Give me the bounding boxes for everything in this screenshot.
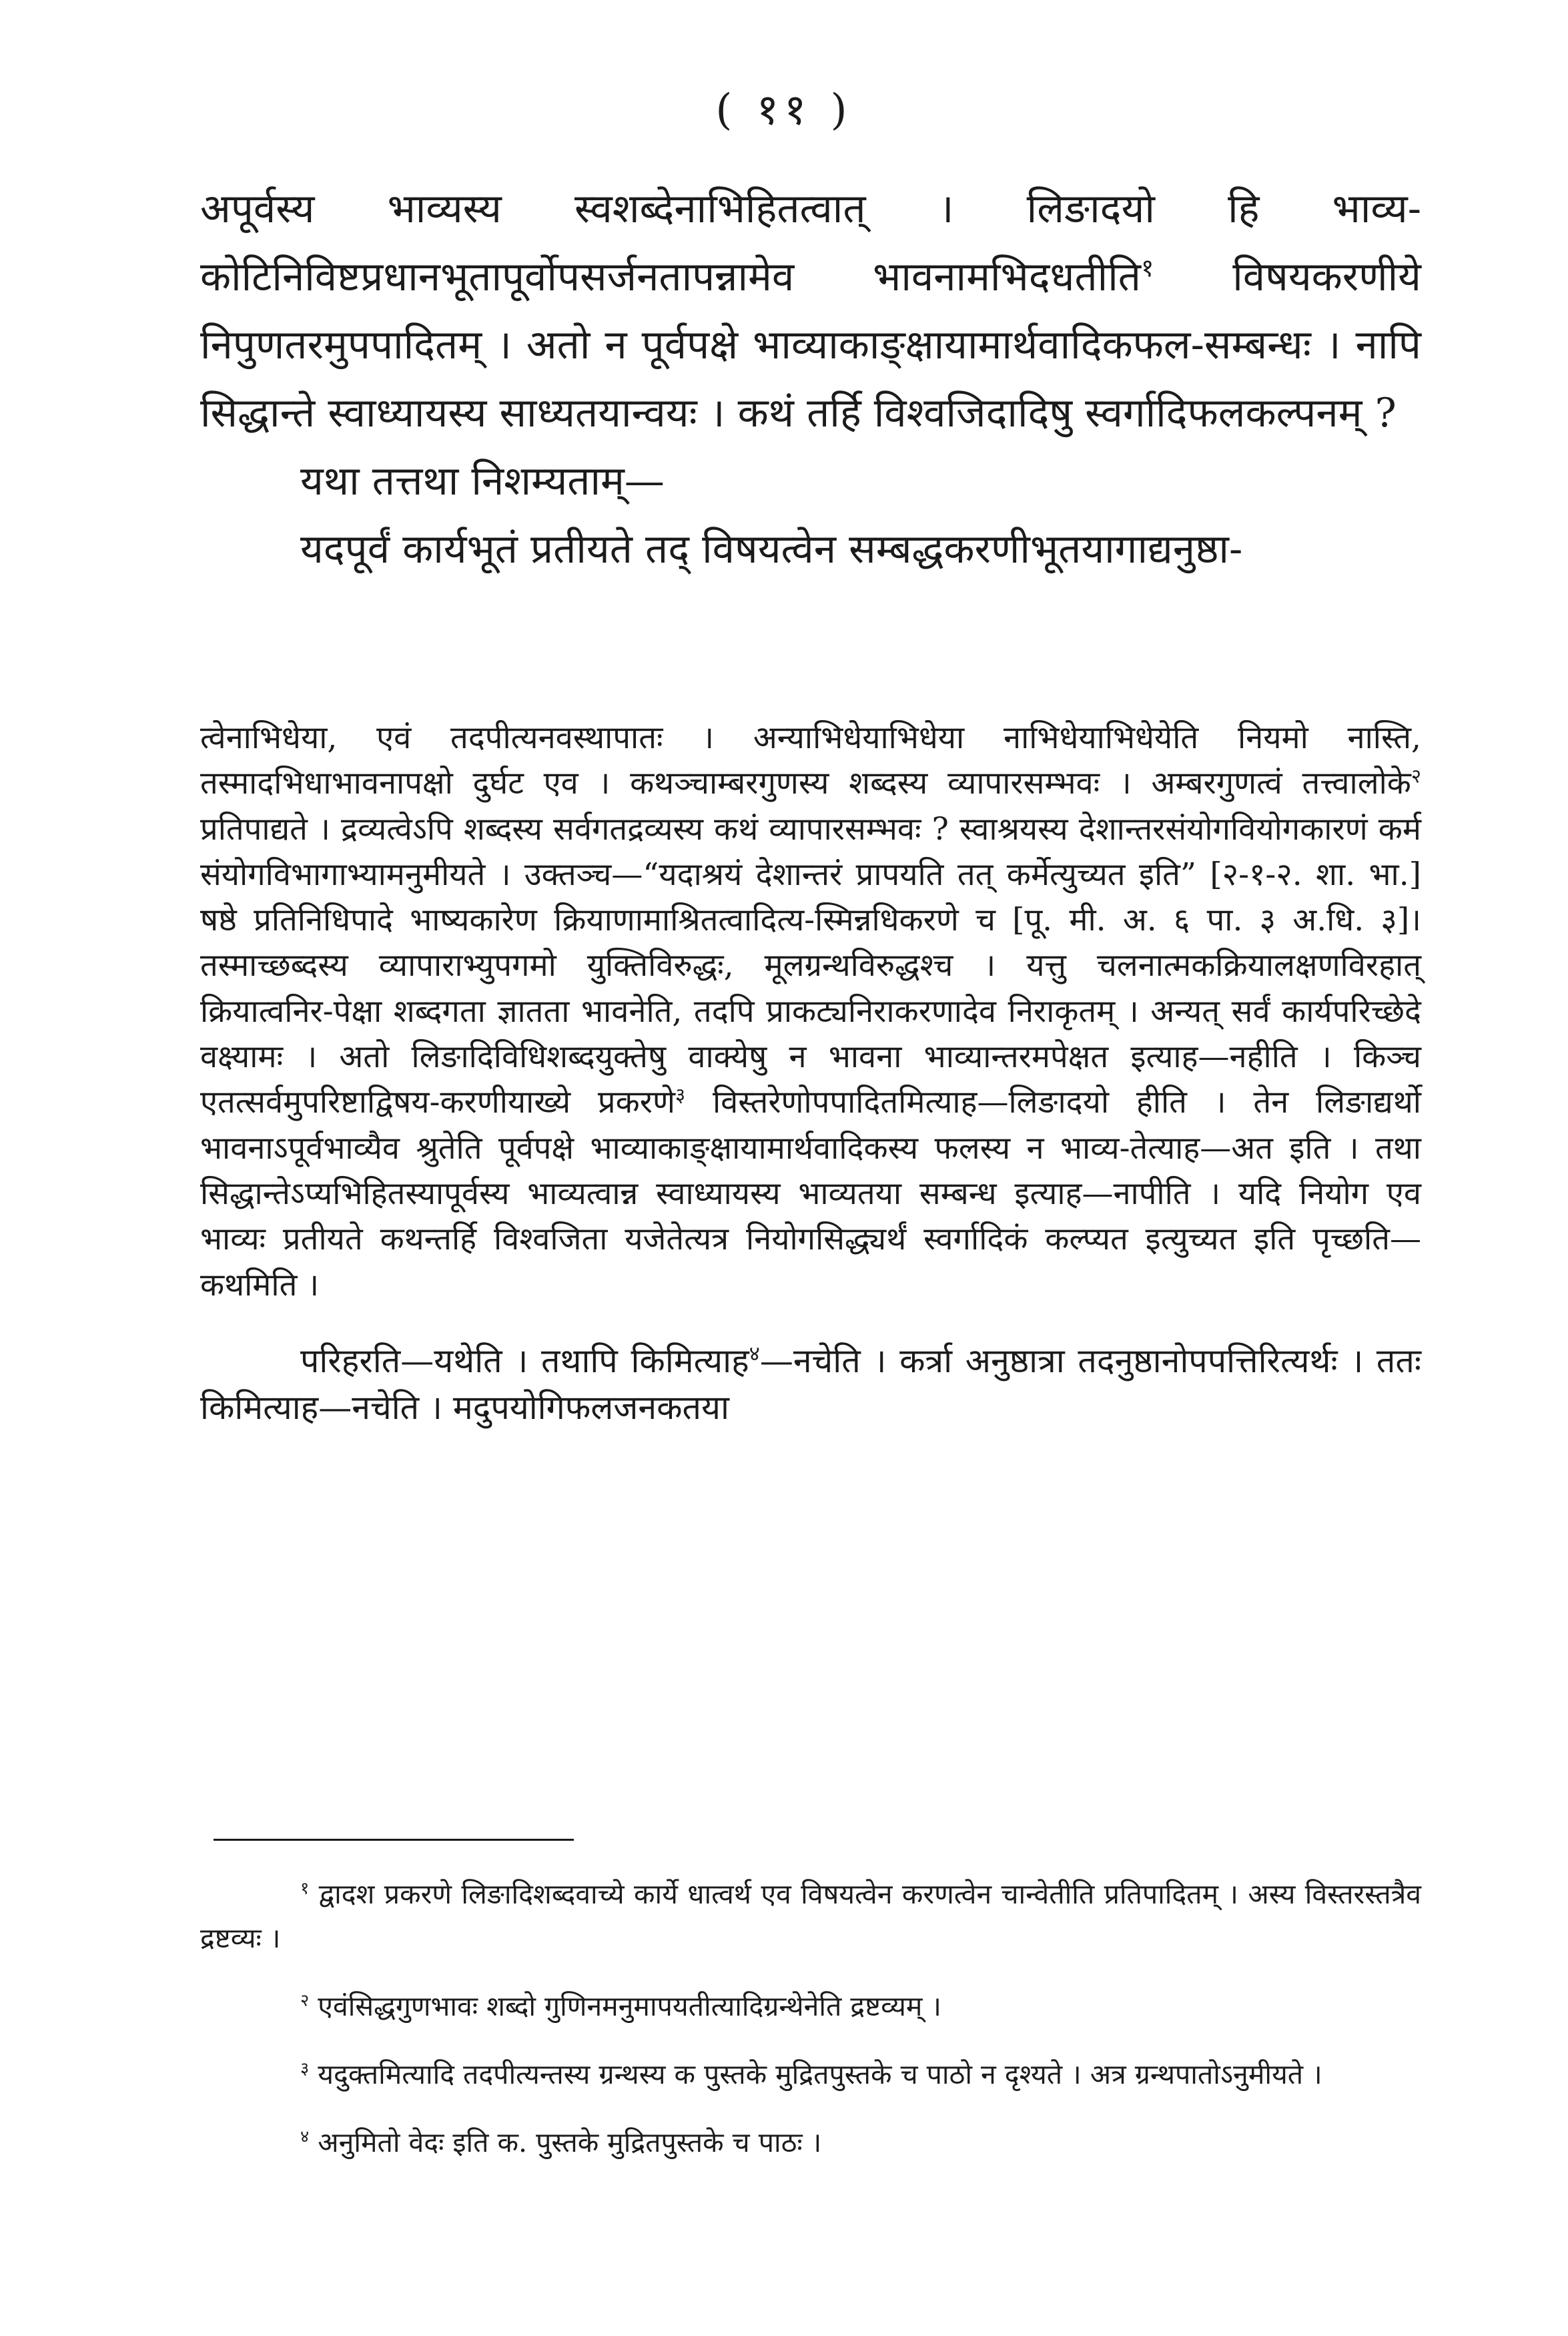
footnote-number: ३ (300, 2058, 310, 2078)
footnote-number: २ (300, 1990, 310, 2010)
footnote: $^४$ अनुमितो वेदः इति क. पुस्तके मुद्रितपुस्तके च पाठः । (300, 2126, 822, 2158)
main-paragraph: यदपूर्वं कार्यभूतं प्रतीयते तद् विषयत्वेन सम्बद्धकरणीभूतयागाद्यनुष्ठा- (300, 526, 1243, 573)
main-paragraph: यथा तत्तथा निशम्यताम्— (300, 458, 665, 505)
main-paragraph: अपूर्वस्य भाव्यस्य स्वशब्देनाभिहितत्वात् । लिङादयो हि भाव्य-कोटिनिविष्टप्रधानभूतापूर्वोपसर्जनतापन्नामेव भावनामभिदधतीति$^१$ विषयकरणीये निपुणतरमुपपादितम् । अतो न पूर्वपक्षे भाव्याकाङ्क्षायामार्थवादिकफल-सम्बन्धः । नापि सिद्धान्ते स्वाध्यायस्य साध्यतयान्वयः । कथं तर्हि विश्वजिदादिषु स्वर्गादिफलकल्पनम् ? (200, 186, 1421, 436)
main-text (200, 175, 1421, 583)
page-number: ( ११ ) (715, 85, 853, 135)
commentary-paragraph: परिहरति—यथेति । तथापि किमित्याह$^४$—नचेति । कर्त्रा अनुष्ठात्रा तदनुष्ठानोपपत्तिरित्यर्थः । ततः किमित्याह—नचेति । मदुपयोगिफलजनकतया (200, 1341, 1422, 1427)
commentary-paragraph: त्वेनाभिधेया, एवं तदपीत्यनवस्थापातः । अन्याभिधेयाभिधेया नाभिधेयाभिधेयेति नियमो नास्ति, तस्मादभिधाभावनापक्षो दुर्घट एव । कथञ्चाम्बरगुणस्य शब्दस्य व्यापारसम्भवः । अम्बरगुणत्वं तत्त्वालोके$^२$ प्रतिपाद्यते । द्रव्यत्वेऽपि शब्दस्य सर्वगतद्रव्यस्य कथं व्यापारसम्भवः ? स्वाश्रयस्य देशान्तरसंयोगवियोगकारणं कर्म संयोगविभागाभ्यामनुमीयते । उक्तञ्च—“यदाश्रयं देशान्तरं प्रापयति तत् कर्मेत्युच्यत इति” [२-१-२. शा. भा.] षष्ठे प्रतिनिधिपादे भाष्यकारेण क्रियाणामाश्रितत्वादित्य-स्मिन्नधिकरणे च [पू. मी. अ. ६ पा. ३ अ.धि. ३]। तस्माच्छब्दस्य व्यापाराभ्युपगमो युक्तिविरुद्धः, मूलग्रन्थविरुद्धश्च । यत्तु चलनात्मकक्रियालक्षणविरहात् क्रियात्वनिर-पेक्षा शब्दगता ज्ञातता भावनेति, तदपि प्राकट्यनिराकरणादेव निराकृतम् । अन्यत् सर्वं कार्यपरिच्छेदे वक्ष्यामः । अतो लिङादिविधिशब्दयुक्तेषु वाक्येषु न भावना भाव्यान्तरमपेक्षत इत्याह—नहीति । किञ्च एतत्सर्वमुपरिष्टाद्विषय-करणीयाख्ये प्रकरणे$^३$ विस्तरेणोपपादितमित्याह—लिङादयो हीति । तेन लिङाद्यर्थो भावनाऽपूर्वभाव्यैव श्रुतेति पूर्वपक्षे भाव्याकाङ्क्षायामार्थवादिकस्य फलस्य न भाव्य-तेत्याह—अत इति । तथा सिद्धान्तेऽप्यभिहितस्यापूर्वस्य भाव्यत्वान्न स्वाध्यायस्य भाव्यतया सम्बन्ध इत्याह—नापीति । यदि नियोग एव भाव्यः प्रतीयते कथन्तर्हि विश्वजिता यजेतेत्यत्र नियोगसिद्ध्यर्थं स्वर्गादिकं कल्प्यत इत्युच्यत इति पृच्छति—कथमिति । (200, 719, 1421, 1303)
footnote: $^२$ एवंसिद्धगुणभावः शब्दो गुणिनमनुमापयतीत्यादिग्रन्थेनेति द्रष्टव्यम् । (300, 1990, 941, 2022)
footnote-marker: ३ (675, 1083, 686, 1107)
footnotes (200, 1872, 1421, 2188)
footnote-number: १ (300, 1877, 310, 1898)
footnote-marker: १ (1140, 253, 1154, 282)
footnote: $^१$ द्वादश प्रकरणे लिङादिशब्दवाच्ये कार्ये धात्वर्थ एव विषयत्वेन करणत्वेन चान्वेतीति प्रतिपादितम् । अस्य विस्तरस्तत्रैव द्रष्टव्यः । (200, 1877, 1421, 1954)
footnote-marker: २ (1411, 764, 1421, 788)
footnote-number: ४ (300, 2126, 310, 2146)
footnote: $^३$ यदुक्तमित्यादि तदपीत्यन्तस्य ग्रन्थस्य क पुस्तके मुद्रितपुस्तके च पाठो न दृश्यते । अत्र ग्रन्थपातोऽनुमीयते । (300, 2058, 1322, 2090)
footnote-marker: ४ (749, 1342, 760, 1366)
footnote-divider (214, 1839, 574, 1841)
commentary (200, 715, 1421, 1431)
